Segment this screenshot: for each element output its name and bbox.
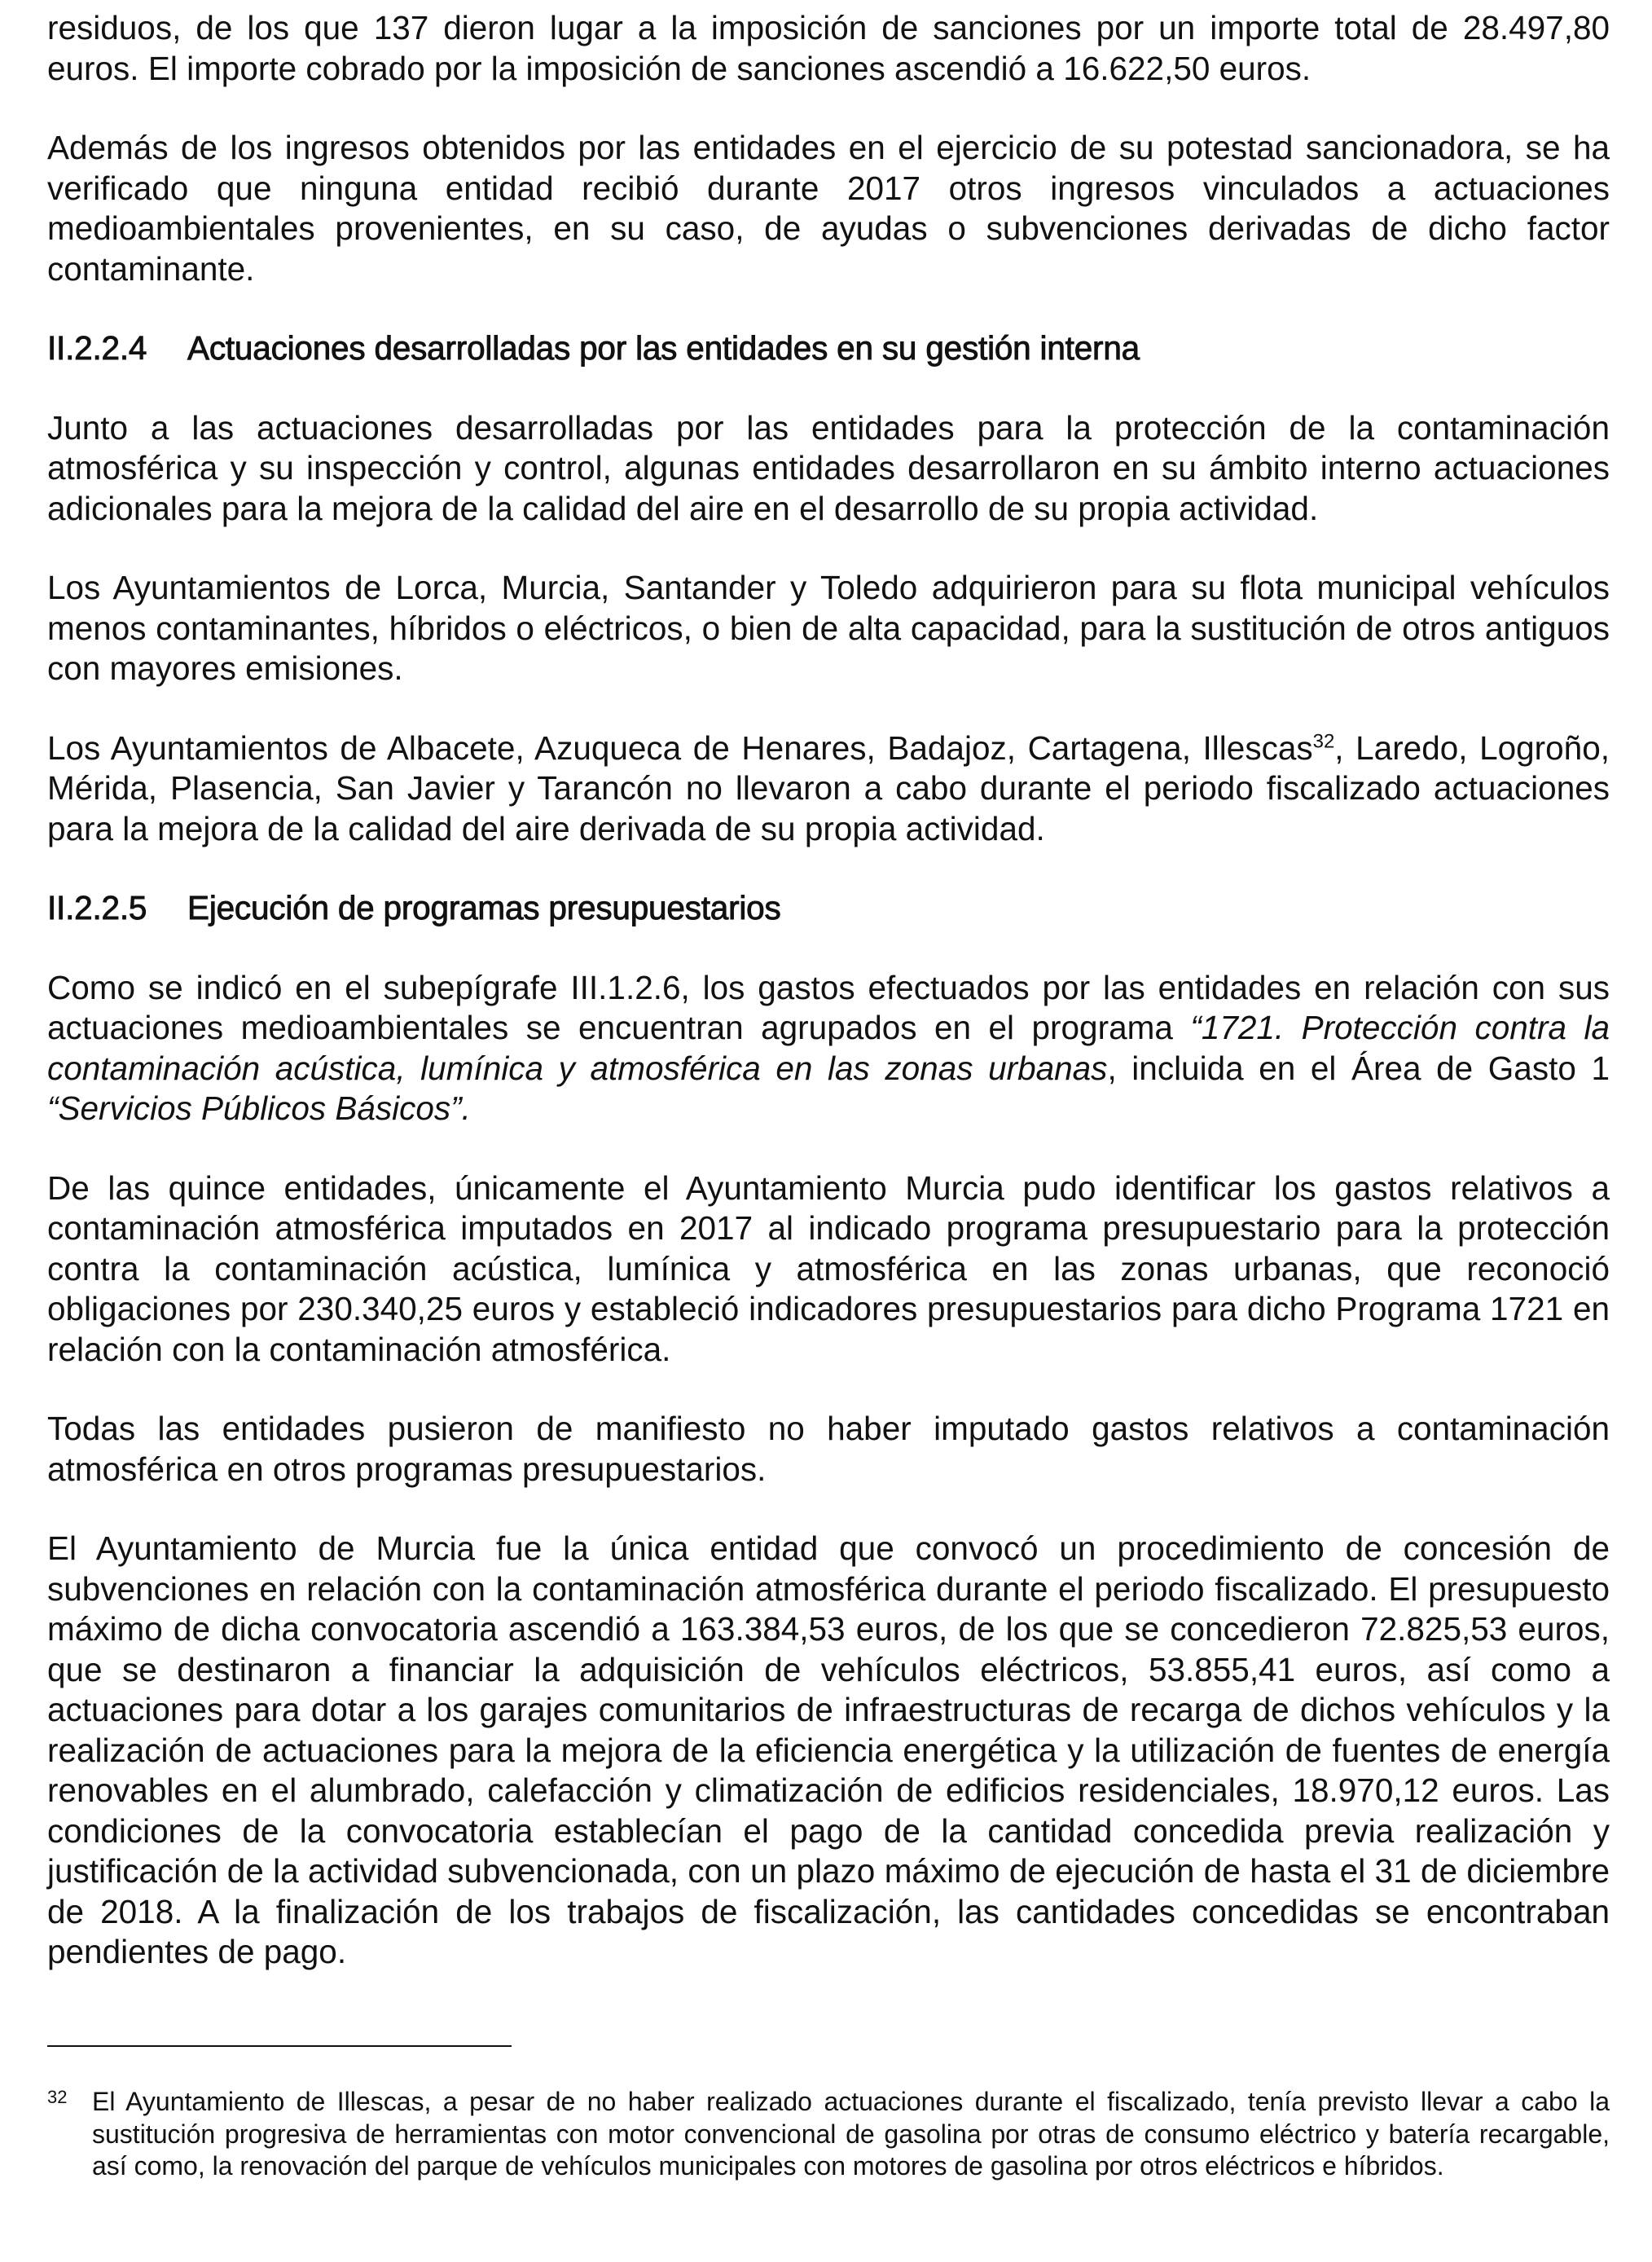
footnote-32 — [47, 2086, 1610, 2183]
italic-program-name: “1721. Protección contra la contaminación acústica, lumínica y atmosférica en las zonas urbanas — [47, 1009, 1610, 1087]
section-number: II.2.2.4 — [47, 329, 147, 367]
section-title: Ejecución de programas presupuestarios — [187, 889, 781, 926]
paragraph-subvenciones-murcia: El Ayuntamiento de Murcia fue la única entidad que convocó un procedimiento de concesión de subvenciones en relación con la contaminación atmosférica durante el periodo fiscalizado. El presupuesto máximo de dicha convocatoria ascendió a 163.384,53 euros, de los que se concedieron 72.825,53 euros, que se destinaron a financiar la adquisición de vehículos eléctricos, 53.855,41 euros, así como a actuaciones para dotar a los garajes comunitarios de infraestructuras de recarga de dichos vehículos y la realización de actuaciones para la mejora de la eficiencia energética y la utilización de fuentes de energía renovables en el alumbrado, calefacción y climatización de edificios residenciales, 18.970,12 euros. Las condiciones de la convocatoria establecían el pago de la cantidad concedida previa realización y justificación de la actividad subvencionada, con un plazo máximo de ejecución de hasta el 31 de diciembre de 2018. A la finalización de los trabajos de fiscalización, las cantidades concedidas se encontraban pendientes de pago. — [47, 1529, 1610, 1970]
italic-area-name: “Servicios Públicos Básicos”. — [47, 1089, 471, 1127]
paragraph-murcia-gastos: De las quince entidades, únicamente el Ayuntamiento Murcia pudo identificar los gastos relativos a contaminación atmosférica imputados en 2017 al indicado programa presupuestario para la protección contra la contaminación acústica, lumínica y atmosférica en las zonas urbanas, que reconoció obligaciones por 230.340,25 euros y estableció indicadores presupuestarios para dicho Programa 1721 en relación con la contaminación atmosférica. — [47, 1168, 1610, 1368]
paragraph-actuaciones-internas: Junto a las actuaciones desarrolladas por las entidades para la protección de la contaminación atmosférica y su inspección y control, algunas entidades desarrollaron en su ámbito interno actuaciones adicionales para la mejora de la calidad del aire en el desarrollo de su propia actividad. — [47, 408, 1610, 527]
section-heading-gestion-interna — [47, 328, 1610, 369]
text-segment: Como se indicó en el subepígrafe III.1.2.6, los gastos efectuados por las entidades en relación con sus actuaciones medioambientales se encuentran agrupados en el programa — [47, 968, 1610, 1046]
section-number: II.2.2.5 — [47, 889, 147, 926]
paragraph-otros-programas: Todas las entidades pusieron de manifiesto no haber imputado gastos relativos a contaminación atmosférica en otros programas presupuestarios. — [47, 1410, 1610, 1488]
section-title: Actuaciones desarrolladas por las entidades en su gestión interna — [187, 329, 1140, 367]
section-heading-programas-presupuestarios — [47, 888, 1610, 929]
footnote-separator — [47, 2045, 512, 2047]
footnote-number: 32 — [47, 2087, 68, 2107]
paragraph-flota-municipal: Los Ayuntamientos de Lorca, Murcia, Santander y Toledo adquirieron para su flota municipal vehículos menos contaminantes, híbridos o eléctricos, o bien de alta capacidad, para la sustitución de otros antiguos con mayores emisiones. — [47, 569, 1610, 687]
document-page — [47, 8, 1610, 2012]
footnote-reference[interactable]: 32 — [1312, 730, 1335, 752]
paragraph-sanciones-residuos: residuos, de los que 137 dieron lugar a la imposición de sanciones por un importe total de 28.497,80 euros. El importe cobrado por la imposición de sanciones ascendió a 16.622,50 euros. — [47, 9, 1610, 87]
paragraph-otros-ingresos: Además de los ingresos obtenidos por las entidades en el ejercicio de su potestad sancionadora, se ha verificado que ninguna entidad recibió durante 2017 otros ingresos vinculados a actuaciones medioambientales provenientes, en su caso, de ayudas o subvenciones derivadas de dicho factor contaminante. — [47, 129, 1610, 288]
text-segment: Los Ayuntamientos de Albacete, Azuqueca de Henares, Badajoz, Cartagena, Illescas — [47, 728, 1313, 767]
text-segment: , incluida en el Área de Gasto 1 — [1107, 1049, 1610, 1087]
paragraph-programa-1721 — [47, 968, 1610, 1129]
paragraph-sin-actuaciones — [47, 728, 1610, 850]
text-segment: , Laredo, Logroño, Mérida, Plasencia, San Javier y Tarancón no llevaron a cabo durante el periodo fiscalizado actuaciones para la mejora de la calidad del aire derivada de su propia actividad. — [47, 728, 1610, 847]
footnote-text: El Ayuntamiento de Illescas, a pesar de no haber realizado actuaciones durante el fiscalizado, tenía previsto llevar a cabo la sustitución progresiva de herramientas con motor convencional de gasolina por otras de consumo eléctrico y batería recargable, así como, la renovación del parque de vehículos municipales con motores de gasolina por otros eléctricos e híbridos. — [92, 2087, 1610, 2181]
